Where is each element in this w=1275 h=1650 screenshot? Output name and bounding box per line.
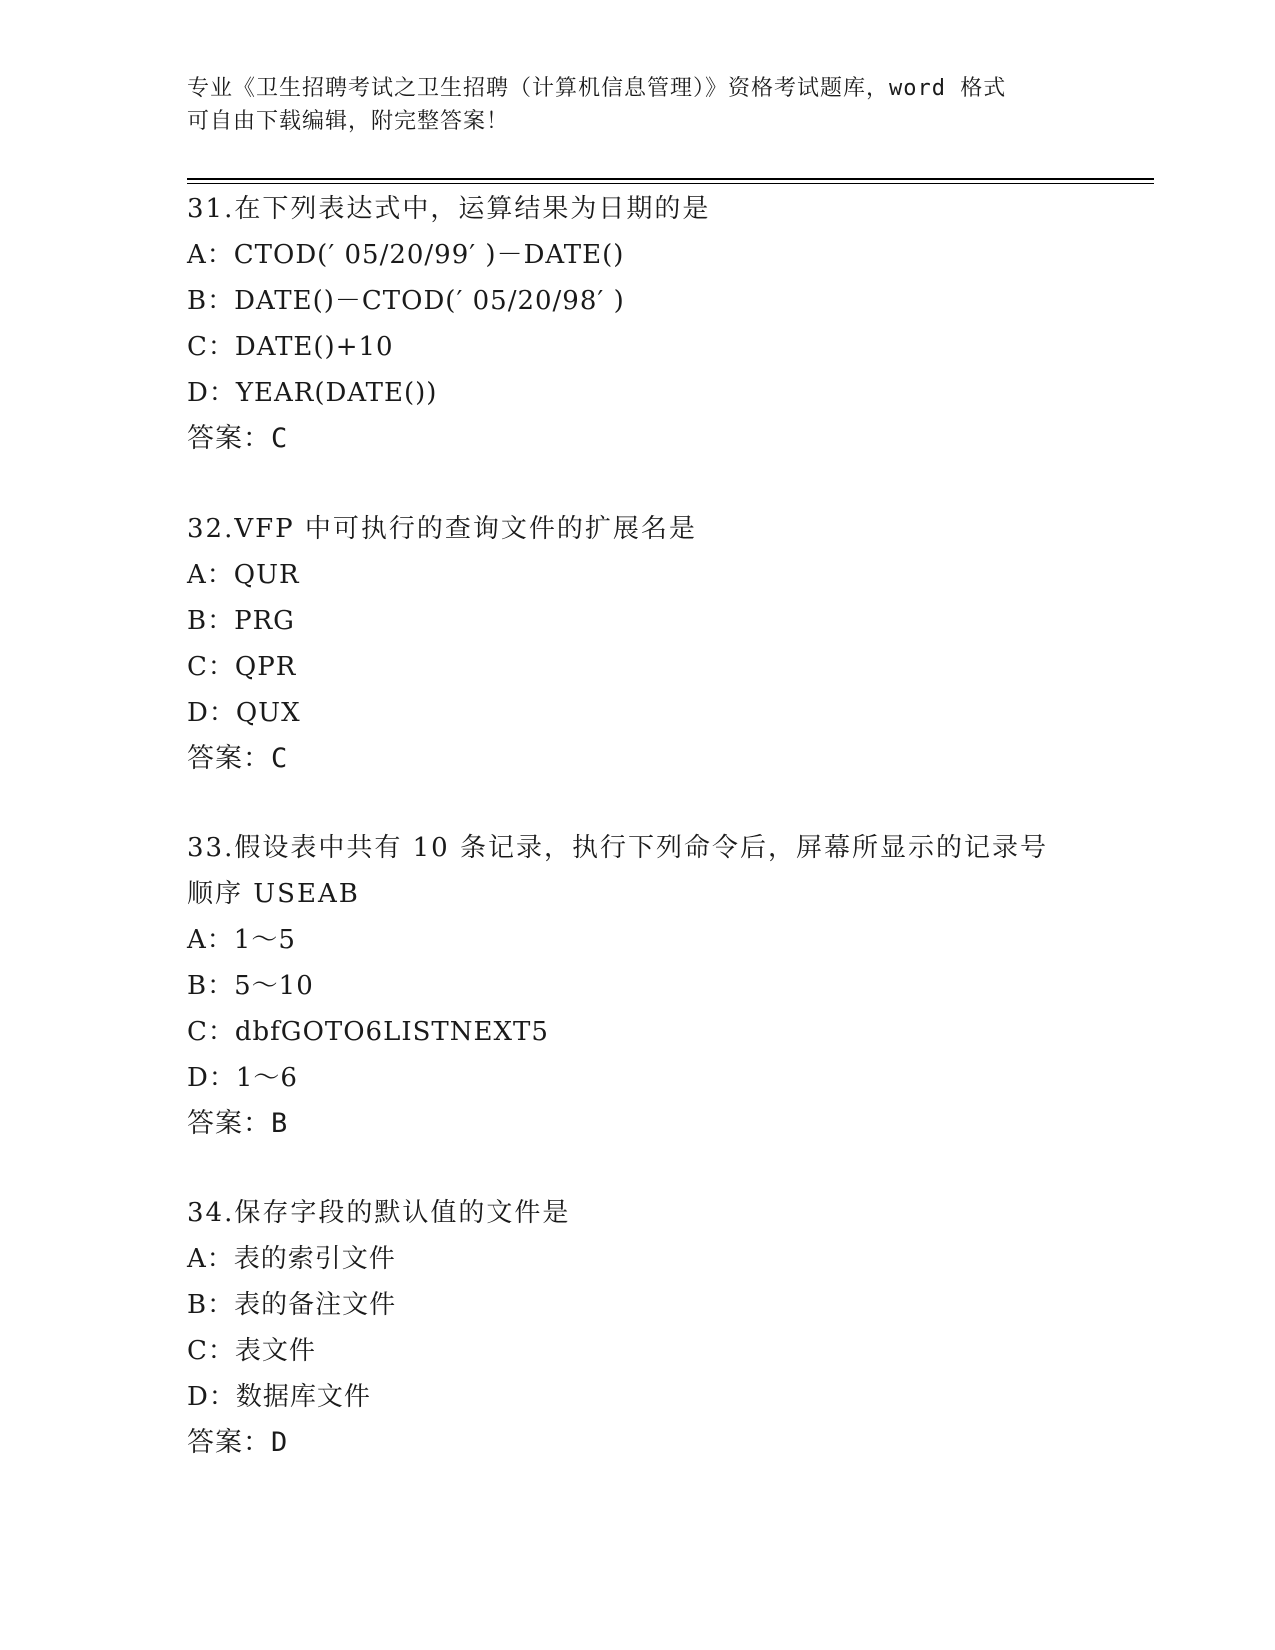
answer: 答案：B: [187, 1108, 289, 1139]
option-c: C：表文件: [187, 1336, 316, 1366]
option-a: A：表的索引文件: [187, 1244, 396, 1274]
document-header: [187, 72, 1087, 138]
option-d: D：QUX: [187, 698, 301, 728]
question-31: [187, 186, 1087, 462]
question-text-line-1: 33.假设表中共有 10 条记录，执行下列命令后，屏幕所显示的记录号: [187, 833, 1048, 863]
question-text: 31.在下列表达式中，运算结果为日期的是: [187, 194, 711, 224]
question-text: 34.保存字段的默认值的文件是: [187, 1198, 571, 1228]
answer: 答案：C: [187, 423, 289, 454]
question-34: [187, 1190, 1087, 1466]
option-b: B：5～10: [187, 971, 314, 1001]
header-line-2: 可自由下载编辑，附完整答案！: [187, 109, 510, 134]
option-b: B：表的备注文件: [187, 1290, 397, 1320]
option-d: D：1～6: [187, 1063, 298, 1093]
option-a: A：CTOD(′ 05/20/99′ )－DATE(): [187, 240, 625, 270]
header-divider: [187, 178, 1154, 184]
question-text-line-2: 顺序 USEAB: [187, 879, 360, 909]
option-b: B：DATE()－CTOD(′ 05/20/98′ ): [187, 286, 625, 316]
answer: 答案：D: [187, 1427, 289, 1458]
option-c: C：QPR: [187, 652, 297, 682]
question-33: [187, 825, 1087, 1147]
option-c: C：DATE()+10: [187, 332, 394, 362]
question-32: [187, 506, 1087, 782]
option-b: B：PRG: [187, 606, 295, 636]
option-c: C：dbfGOTO6LISTNEXT5: [187, 1017, 549, 1047]
question-text: 32.VFP 中可执行的查询文件的扩展名是: [187, 514, 697, 544]
header-line-1: 专业《卫生招聘考试之卫生招聘（计算机信息管理）》资格考试题库，word 格式: [187, 76, 1007, 101]
option-d: D：YEAR(DATE()): [187, 378, 438, 408]
option-d: D：数据库文件: [187, 1382, 371, 1412]
answer: 答案：C: [187, 743, 289, 774]
option-a: A：1～5: [187, 925, 296, 955]
option-a: A：QUR: [187, 560, 300, 590]
